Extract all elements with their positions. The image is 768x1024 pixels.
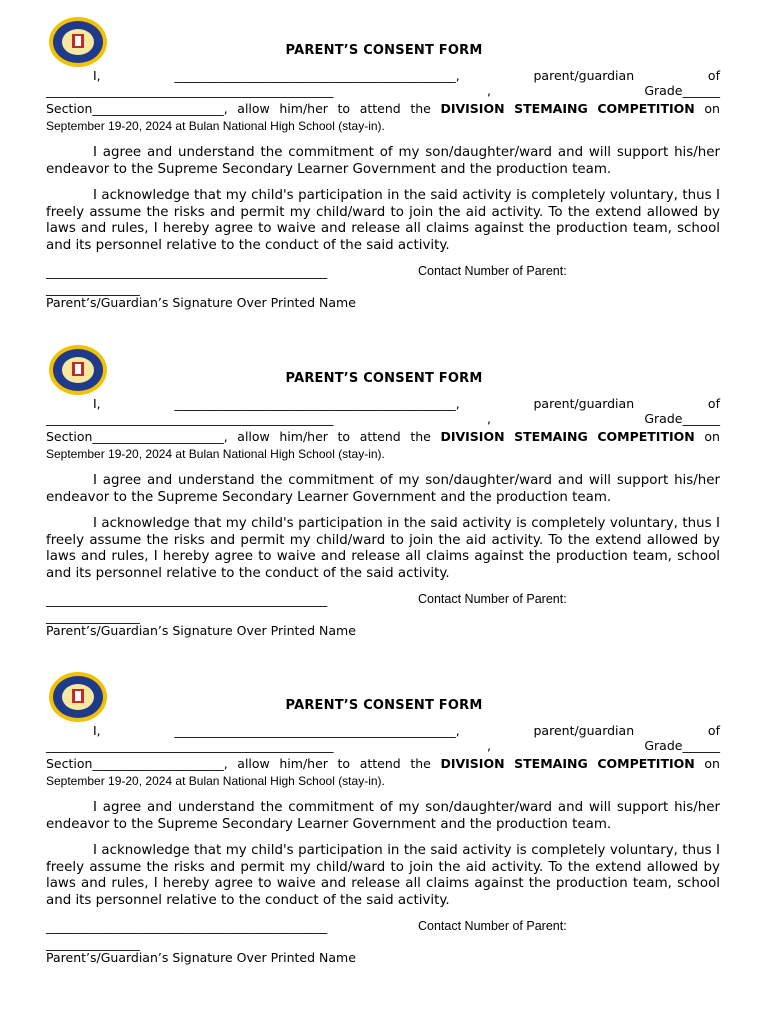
name-line xyxy=(46,68,720,83)
comma: , xyxy=(486,411,491,426)
contact-number-label: Contact Number of Parent: xyxy=(418,264,567,278)
event-stemaing: STEMAING xyxy=(514,756,588,771)
section-blank[interactable]: Section_____________________, xyxy=(46,756,228,771)
section-line xyxy=(46,429,720,444)
section-blank[interactable]: Section_____________________, xyxy=(46,101,228,116)
word-him-her: him/her xyxy=(279,429,328,444)
of-label: of xyxy=(707,723,720,738)
contact-number-label: Contact Number of Parent: xyxy=(418,919,567,933)
student-blank[interactable]: ______________________________________________ xyxy=(46,738,334,753)
word-on: on xyxy=(704,429,720,444)
contact-number-line[interactable]: _______________ xyxy=(46,281,140,296)
word-him-her: him/her xyxy=(279,101,328,116)
comma: , xyxy=(486,83,491,98)
grade-blank[interactable]: Grade______ xyxy=(644,411,720,426)
name-blank[interactable]: _____________________________________________, xyxy=(174,396,460,411)
word-allow: allow xyxy=(237,756,270,771)
contact-number-line[interactable]: _______________ xyxy=(46,609,140,624)
consent-form-3 xyxy=(0,655,768,983)
student-line xyxy=(46,83,720,98)
name-blank[interactable]: _____________________________________________, xyxy=(174,723,460,738)
event-competition: COMPETITION xyxy=(597,756,695,771)
event-competition: COMPETITION xyxy=(597,101,695,116)
name-blank[interactable]: _____________________________________________, xyxy=(174,68,460,83)
event-division: DIVISION xyxy=(440,101,505,116)
school-seal-icon xyxy=(48,671,108,723)
i-label: I, xyxy=(93,68,101,83)
school-seal-icon xyxy=(48,344,108,396)
paragraph-agreement xyxy=(46,145,720,178)
date-venue: September 19-20, 2024 at Bulan National High School (stay-in). xyxy=(46,119,385,133)
signature-line[interactable]: _____________________________________________ xyxy=(46,919,328,934)
comma: , xyxy=(486,738,491,753)
paragraph-acknowledgement-text: I acknowledge that my child's participation in the said activity is completely voluntary, thus I freely assume the risks and permit my child/ward to join the aid activity. To the extend allowed by laws and rules, I hereby agree to waive and release all claims against the production team, school and its personnel relative to the conduct of the said activity. xyxy=(46,188,720,253)
section-line xyxy=(46,101,720,116)
word-attend: attend xyxy=(359,429,401,444)
signature-label: Parent’s/Guardian’s Signature Over Printed Name xyxy=(46,295,356,310)
grade-blank[interactable]: Grade______ xyxy=(644,738,720,753)
date-venue: September 19-20, 2024 at Bulan National High School (stay-in). xyxy=(46,774,385,788)
date-venue: September 19-20, 2024 at Bulan National High School (stay-in). xyxy=(46,447,385,461)
parent-guardian-label: parent/guardian xyxy=(533,396,635,411)
section-line xyxy=(46,756,720,771)
consent-form-2 xyxy=(0,328,768,656)
word-the: the xyxy=(410,101,431,116)
student-blank[interactable]: ______________________________________________ xyxy=(46,411,334,426)
student-blank[interactable]: ______________________________________________ xyxy=(46,83,334,98)
student-line xyxy=(46,411,720,426)
signature-line[interactable]: _____________________________________________ xyxy=(46,592,328,607)
word-allow: allow xyxy=(237,429,270,444)
paragraph-acknowledgement-text: I acknowledge that my child's participation in the said activity is completely voluntary, thus I freely assume the risks and permit my child/ward to join the aid activity. To the extend allowed by laws and rules, I hereby agree to waive and release all claims against the production team, school and its personnel relative to the conduct of the said activity. xyxy=(46,843,720,908)
paragraph-agreement-text: I agree and understand the commitment of my son/daughter/ward and will support his/her endeavor to the Supreme Secondary Learner Government and the production team. xyxy=(46,473,720,505)
paragraph-agreement xyxy=(46,800,720,833)
section-blank[interactable]: Section_____________________, xyxy=(46,429,228,444)
i-label: I, xyxy=(93,396,101,411)
word-allow: allow xyxy=(237,101,270,116)
contact-number-label: Contact Number of Parent: xyxy=(418,592,567,606)
word-the: the xyxy=(410,756,431,771)
event-division: DIVISION xyxy=(440,756,505,771)
word-to: to xyxy=(337,756,351,771)
word-to: to xyxy=(337,101,351,116)
student-line xyxy=(46,738,720,753)
i-label: I, xyxy=(93,723,101,738)
form-title: PARENT’S CONSENT FORM xyxy=(285,698,483,713)
word-on: on xyxy=(704,756,720,771)
event-stemaing: STEMAING xyxy=(514,429,588,444)
form-title: PARENT’S CONSENT FORM xyxy=(285,371,483,386)
name-line xyxy=(46,723,720,738)
signature-label: Parent’s/Guardian’s Signature Over Printed Name xyxy=(46,623,356,638)
signature-label: Parent’s/Guardian’s Signature Over Printed Name xyxy=(46,950,356,965)
parent-guardian-label: parent/guardian xyxy=(533,723,635,738)
form-title: PARENT’S CONSENT FORM xyxy=(285,43,483,58)
name-line xyxy=(46,396,720,411)
word-to: to xyxy=(337,429,351,444)
paragraph-agreement xyxy=(46,473,720,506)
of-label: of xyxy=(707,68,720,83)
school-seal-icon xyxy=(48,16,108,68)
signature-line[interactable]: _____________________________________________ xyxy=(46,264,328,279)
event-competition: COMPETITION xyxy=(597,429,695,444)
contact-number-line[interactable]: _______________ xyxy=(46,936,140,951)
word-attend: attend xyxy=(359,756,401,771)
word-him-her: him/her xyxy=(279,756,328,771)
word-the: the xyxy=(410,429,431,444)
paragraph-agreement-text: I agree and understand the commitment of my son/daughter/ward and will support his/her endeavor to the Supreme Secondary Learner Government and the production team. xyxy=(46,800,720,832)
word-attend: attend xyxy=(359,101,401,116)
word-on: on xyxy=(704,101,720,116)
paragraph-acknowledgement xyxy=(46,188,720,254)
paragraph-acknowledgement xyxy=(46,516,720,582)
paragraph-acknowledgement-text: I acknowledge that my child's participation in the said activity is completely voluntary, thus I freely assume the risks and permit my child/ward to join the aid activity. To the extend allowed by laws and rules, I hereby agree to waive and release all claims against the production team, school and its personnel relative to the conduct of the said activity. xyxy=(46,516,720,581)
paragraph-acknowledgement xyxy=(46,843,720,909)
event-stemaing: STEMAING xyxy=(514,101,588,116)
grade-blank[interactable]: Grade______ xyxy=(644,83,720,98)
event-division: DIVISION xyxy=(440,429,505,444)
of-label: of xyxy=(707,396,720,411)
paragraph-agreement-text: I agree and understand the commitment of my son/daughter/ward and will support his/her endeavor to the Supreme Secondary Learner Government and the production team. xyxy=(46,145,720,177)
consent-form-1 xyxy=(0,0,768,328)
parent-guardian-label: parent/guardian xyxy=(533,68,635,83)
